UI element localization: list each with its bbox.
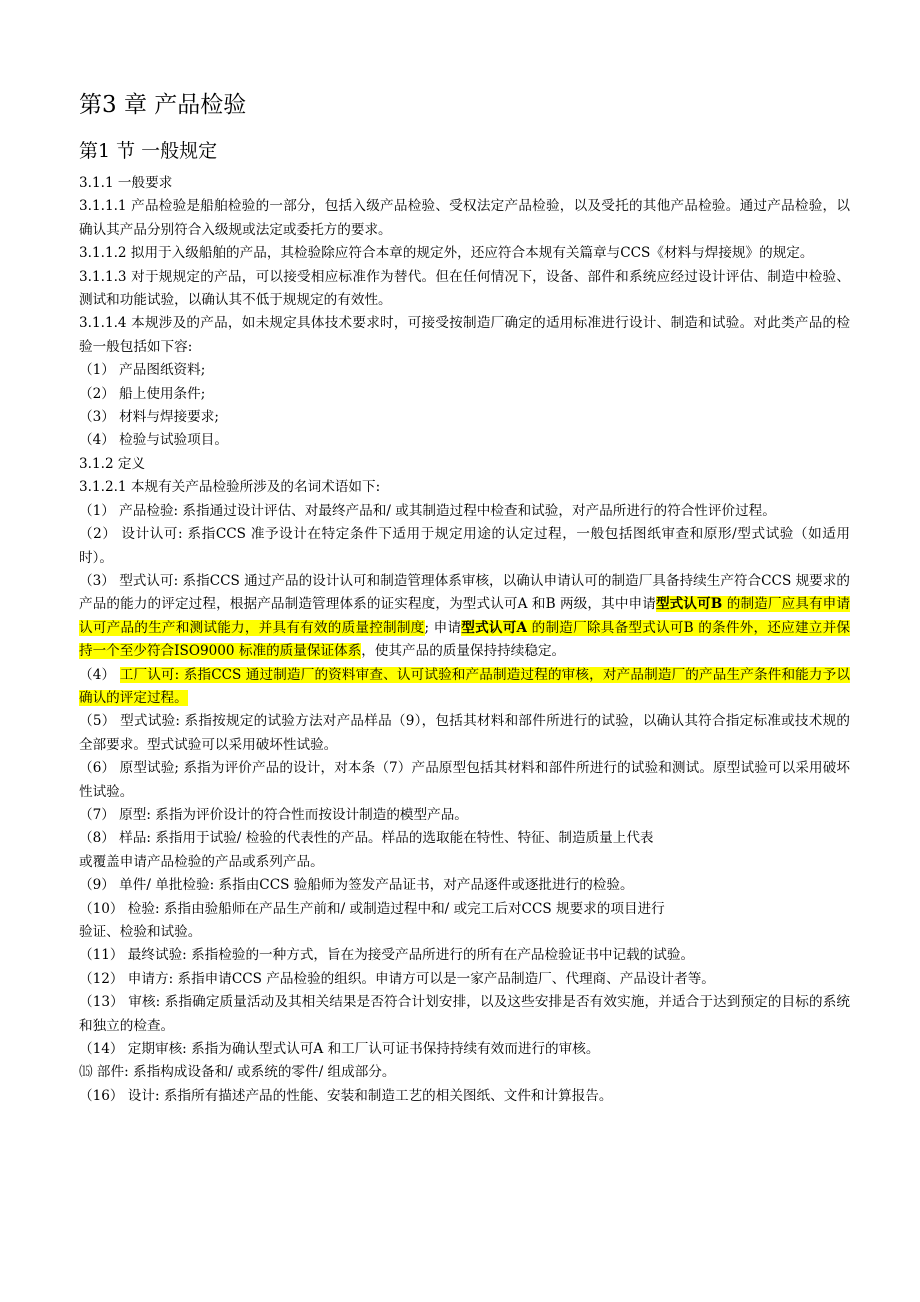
definition-5: （5） 型式试验: 系指按规定的试验方法对产品样品（9），包括其材料和部件所进行的试验，以确认其符合指定标准或技术规的全部要求。型式试验可以采用破坏性试验。 [79,713,850,753]
section-title: 第1 节 一般规定 [79,140,218,162]
clause-3-1-1: 3.1.1 一般要求 [79,175,173,191]
clause-3-1-1-2: 3.1.1.2 拟用于入级船舶的产品，其检验除应符合本章的规定外，还应符合本规有关篇章与CCS《材料与焊接规》的规定。 [79,245,814,262]
chapter-title: 第3 章 产品检验 [79,92,247,118]
definition-3-separator: ; 申请 [424,619,462,636]
definition-3-text: （3） 型式认可: 系指CCS 通过产品的设计认可和制造管理体系审核，以确认申请认可的制造厂具备持续生产符合CCS 规要求的产品的能力的评定过程，根据产品制造管理体系的证实程度，为型式认可A 和B 两级，其中申请 [79,572,850,613]
definition-3 [79,570,850,664]
definition-4 [79,664,850,711]
definition-11: （11） 最终试验: 系指检验的一种方式，旨在为接受产品所进行的所有在产品检验证书中记载的试验。 [79,947,695,964]
definition-16: （16） 设计: 系指所有描述产品的性能、安装和制造工艺的相关图纸、文件和计算报告。 [79,1087,613,1104]
definition-15: ⒂ 部件: 系指构成设备和/ 或系统的零件/ 组成部分。 [79,1064,396,1081]
definition-3-tail: ，使其产品的质量保持持续稳定。 [361,643,566,660]
list-item: （1） 产品图纸资料; [79,362,206,379]
definition-13: （13） 审核: 系指确定质量活动及其相关结果是否符合计划安排，以及这些安排是否有效实施，并适合于达到预定的目标的系统和独立的检查。 [79,994,850,1034]
highlight-a-requirements: 的制造厂除具备型式认可B 的条件外，还应建立并保持一个至少符合ISO9000 标准的质量保证体系 [79,619,851,660]
definition-14: （14） 定期审核: 系指为确认型式认可A 和工厂认可证书保持持续有效而进行的审核。 [79,1041,600,1058]
definition-7: （7） 原型: 系指为评价设计的符合性而按设计制造的模型产品。 [79,806,468,823]
clause-3-1-1-4: 3.1.1.4 本规涉及的产品，如未规定具体技术要求时，可接受按制造厂确定的适用标准进行设计、制造和试验。对此类产品的检验一般包括如下容: [79,315,850,355]
definition-4-lead: （4） [79,666,120,683]
clause-3-1-1-1: 3.1.1.1 产品检验是船舶检验的一部分，包括入级产品检验、受权法定产品检验，以及受托的其他产品检验。通过产品检验，以确认其产品分别符合入级规或法定或委托方的要求。 [79,198,850,238]
clause-3-1-2-1: 3.1.2.1 本规有关产品检验所涉及的名词术语如下: [79,479,381,496]
definition-6: （6） 原型试验; 系指为评价产品的设计，对本条（7）产品原型包括其材料和部件所进行的试验和测试。原型试验可以采用破坏性试验。 [79,760,850,800]
highlight-type-approval-b: 型式认可B [655,596,723,613]
highlight-works-approval: 工厂认可: 系指CCS 通过制造厂的资料审查、认可试验和产品制造过程的审核，对产品制造厂的产品生产条件和能力予以确认的评定过程。 [79,666,850,706]
definition-9: （9） 单件/ 单批检验: 系指由CCS 验船师为签发产品证书，对产品逐件或逐批进行的检验。 [79,877,634,894]
definition-8-continued: 或覆盖申请产品检验的产品或系列产品。 [79,853,324,870]
definition-1: （1） 产品检验: 系指通过设计评估、对最终产品和/ 或其制造过程中检查和试验，对产品所进行的符合性评价过程。 [79,502,776,519]
definition-10-continued: 验证、检验和试验。 [79,924,202,940]
definition-8: （8） 样品: 系指用于试验/ 检验的代表性的产品。样品的选取能在特性、特征、制造质量上代表 [79,830,654,847]
highlight-type-approval-a: 型式认可A [461,619,528,636]
clause-3-1-1-3: 3.1.1.3 对于规规定的产品，可以接受相应标准作为替代。但在任何情况下，设备、部件和系统应经过设计评估、制造中检验、测试和功能试验，以确认其不低于规规定的有效性。 [79,268,850,309]
highlight-b-requirements: 的制造厂应具有申请认可产品的生产和测试能力，并具有有效的质量控制制度 [79,596,850,636]
definition-10: （10） 检验: 系指由验船师在产品生产前和/ 或制造过程中和/ 或完工后对CCS 规要求的项目进行 [79,900,665,917]
definition-2: （2） 设计认可: 系指CCS 准予设计在特定条件下适用于规定用途的认定过程，一般包括图纸审查和原形/型式试验（如适用时）。 [79,526,850,566]
definition-12: （12） 申请方: 系指申请CCS 产品检验的组织。申请方可以是一家产品制造厂、代理商、产品设计者等。 [79,970,715,987]
clause-3-1-2: 3.1.2 定义 [79,455,146,472]
list-item: （2） 船上使用条件; [79,385,206,402]
list-item: （3） 材料与焊接要求; [79,409,219,426]
list-item: （4） 检验与试验项目。 [79,432,228,449]
